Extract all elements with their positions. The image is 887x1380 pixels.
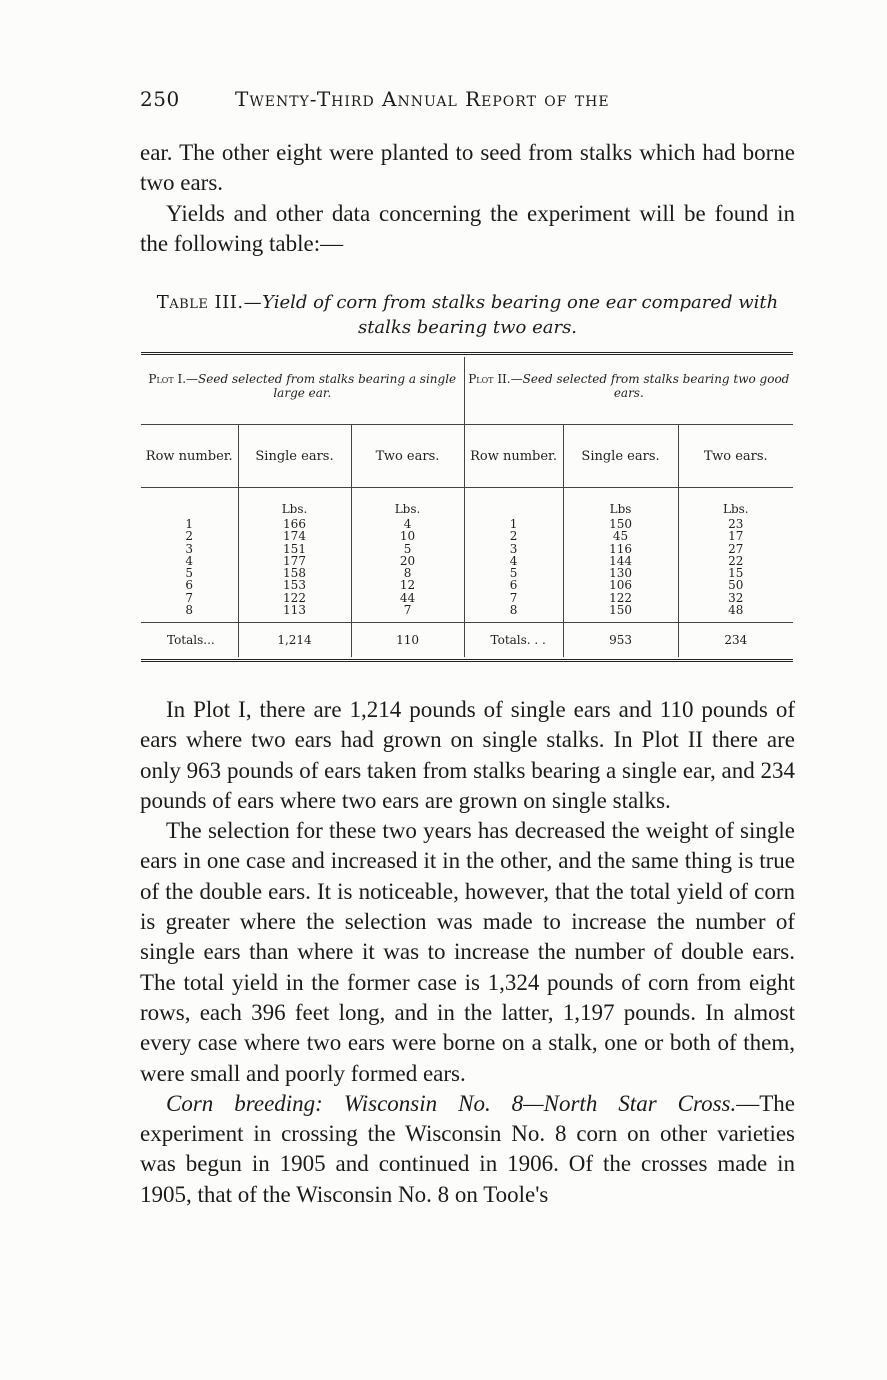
table-cell-value: 17 [728,529,744,544]
p1-single-values [238,518,351,623]
table-cell-value: 4 [509,553,518,568]
p1-two-values [351,518,464,623]
p2-single-values [563,518,678,623]
table-cell-value: 116 [609,541,632,556]
p2-two-ears-header: Two ears. [678,425,793,488]
intro-paragraph-2: Yields and other data concerning the experiment will be found in the following table:— [140,200,795,256]
table-cell-value: 10 [399,529,416,544]
table-cell-value: 3 [509,541,518,556]
page-number: 250 [140,87,180,111]
p2-single-total: 953 [563,623,678,658]
p1-totals-label: Totals... [141,623,238,658]
p1-row-number-header: Row number. [141,425,238,488]
table-cell-value: 5 [403,541,412,556]
section-text: —The experiment in crossing the Wisconsin No. 8 corn on other varieties was begun in 1905 and continued in 1906. Of the crosses made in 1905, that of the Wisconsin No. 8 on Toole's [140,1090,795,1207]
running-title: Twenty-Third Annual Report of the [235,87,610,111]
body-paragraph-1: In Plot I, there are 1,214 pounds of single ears and 110 pounds of ears where two ears had grown on single stalks. In Plot II there are only 963 pounds of ears taken from stalks bearing a single ear, and 234 pounds of ears where two ears are grown on single stalks. [140,697,795,813]
table-label: Table III.— [156,292,263,313]
table-cell-value: 44 [399,590,416,605]
p1-row-unit [141,488,238,519]
table-cell-value: 6 [509,578,518,593]
plot2-header [464,357,793,425]
body-paragraph-2: The selection for these two years has decreased the weight of single ears in one case and increased it in the other, and the same thing is true of the double ears. It is noticeable, however, that the total yield of corn is greater where the selection was made to increase the number of single ears than where it was to increase the number of double ears. The total yield in the former case is 1,324 pounds of corn from eight rows, each 396 feet long, and in the latter, 1,197 pounds. In almost every case where two ears were borne on a stalk, one or both of them, were small and poorly formed ears. [140,818,795,1086]
table-cell-value: 15 [728,566,744,581]
intro-text [140,138,795,259]
p2-two-values [678,518,793,623]
table-cell-value: 3 [185,541,194,556]
p1-two-total: 110 [351,623,464,658]
p1-single-unit: Lbs. [238,488,351,519]
table-cell-value: 7 [403,603,412,618]
table-cell-value: 153 [283,578,306,593]
p1-row-numbers [141,518,238,623]
section-title: Corn breeding: Wisconsin No. 8—North Star Cross. [166,1090,737,1116]
p1-single-ears-header: Single ears. [238,425,351,488]
p2-row-unit [464,488,563,519]
yield-table [141,352,793,662]
table-cell-value: 174 [283,529,306,544]
p1-two-unit: Lbs. [351,488,464,519]
table-cell-value: 32 [728,590,744,605]
table-cell-value: 150 [609,603,632,618]
plot1-header [141,357,464,425]
p2-single-unit: Lbs [563,488,678,519]
table-cell-value: 151 [283,541,306,556]
table-cell-value: 27 [728,541,744,556]
p2-row-numbers [464,518,563,623]
table-cell-value: 144 [609,553,632,568]
plot1-description: Seed selected from stalks bearing a single large ear. [198,372,457,400]
table-cell-value: 122 [283,590,306,605]
table-cell-value: 45 [612,529,629,544]
main-text [140,695,795,1210]
table-cell-value: 5 [185,566,194,581]
table-cell-value: 166 [283,517,306,531]
table-cell-value: 12 [399,578,416,593]
table-cell-value: 7 [509,590,518,605]
table-cell-value: 2 [509,529,518,544]
table-cell-value: 8 [509,603,518,618]
p2-single-ears-header: Single ears. [563,425,678,488]
table-cell-value: 130 [609,566,632,581]
table-cell-value: 7 [185,590,194,605]
table-cell-value: 4 [403,517,412,531]
table-cell-value: 177 [283,553,306,568]
plot2-description: Seed selected from stalks bearing two good ears. [522,372,790,400]
table-cell-value: 113 [283,603,306,618]
table-cell-value: 23 [728,517,744,531]
intro-paragraph-1: ear. The other eight were planted to seed from stalks which had borne two ears. [140,140,795,196]
plot2-label: Plot II.— [468,372,523,386]
p1-two-ears-header: Two ears. [351,425,464,488]
p2-totals-label: Totals. . . [464,623,563,658]
table-cell-value: 150 [609,517,632,531]
table-cell-value: 106 [609,578,632,593]
table-cell-value: 50 [728,578,744,593]
table-cell-value: 8 [185,603,194,618]
table-cell-value: 5 [509,566,518,581]
table-cell-value: 22 [728,553,744,568]
table-description: Yield of corn from stalks bearing one ear compared with stalks bearing two ears. [262,292,779,338]
body-paragraph-3 [140,1089,795,1210]
table-cell-value: 8 [403,566,412,581]
table-cell-value: 122 [609,590,632,605]
plot1-label: Plot I.— [148,372,199,386]
table-cell-value: 158 [283,566,306,581]
table-cell-value: 48 [728,603,744,618]
p1-single-total: 1,214 [238,623,351,658]
page-header [140,87,800,111]
table-cell-value: 1 [509,517,518,531]
table-cell-value: 2 [185,529,194,544]
table-cell-value: 1 [185,517,194,531]
table-cell-value: 6 [185,578,194,593]
p2-two-total: 234 [678,623,793,658]
table-cell-value: 20 [399,553,416,568]
table-caption [140,290,795,340]
table-cell-value: 4 [185,553,194,568]
p2-two-unit: Lbs. [722,502,749,516]
p2-row-number-header: Row number. [464,425,563,488]
